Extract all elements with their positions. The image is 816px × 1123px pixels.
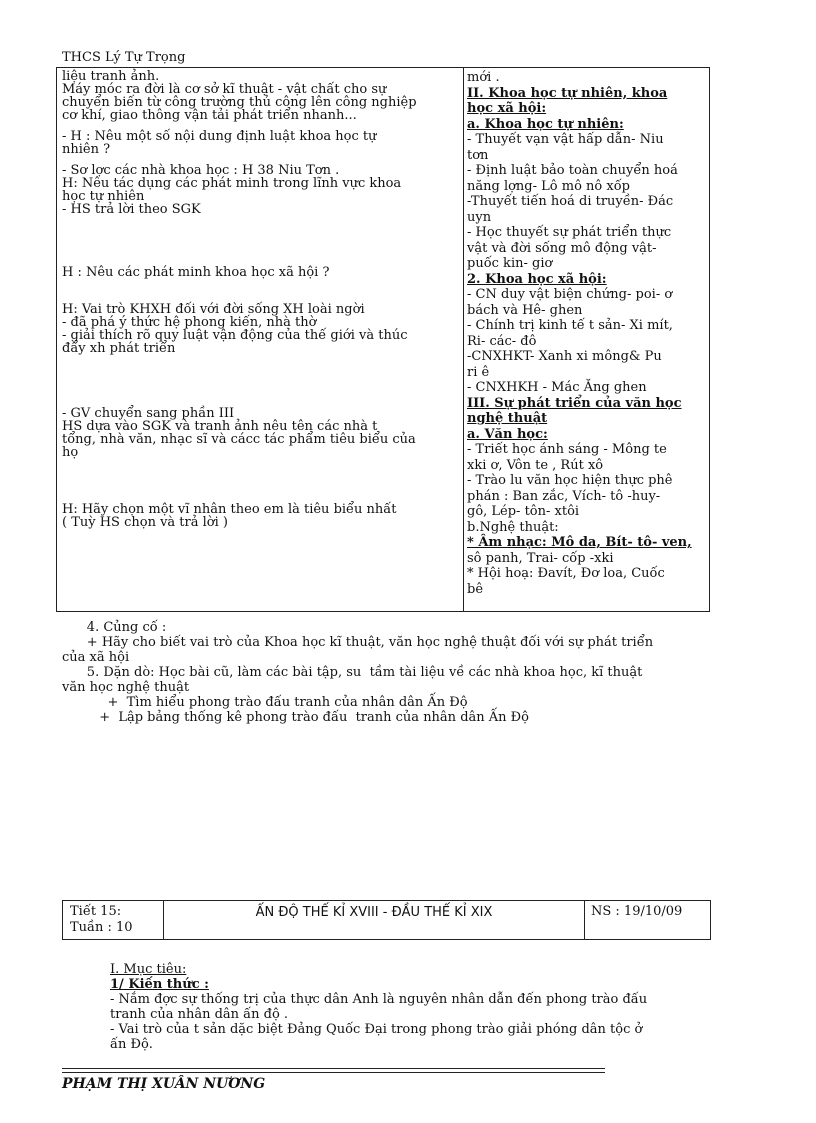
content-line: uyn [467, 209, 492, 225]
left-line: HS dựa vào SGK và tranh ảnh nêu tên các nhà t [62, 419, 378, 434]
content-line: nghệ thuật [467, 411, 548, 426]
content-line: vật và đời sống mô động vật- [467, 240, 657, 256]
content-line: xki ơ, Vôn te , Rút xô [467, 457, 604, 473]
content-line: -Thuyết tiến hoá di truyền- Đác [467, 194, 674, 209]
left-line: đẩy xh phát triển [62, 341, 176, 356]
content-line: sô panh, Trai- cốp -xki [467, 550, 614, 566]
left-section [62, 303, 456, 355]
school-name: THCS Lý Tự Trọng [62, 50, 186, 65]
objective-line: - Vai trò của t sản dặc biệt Đảng Quốc Đại trong phong trào giải phóng dân tộc ở [110, 1022, 643, 1037]
left-line: H: Nêu tác dụng các phát minh trong lĩnh vực khoa [62, 176, 402, 191]
objective-line: ấn Độ. [110, 1037, 153, 1052]
content-line: tơn [467, 147, 489, 163]
content-line: bê [467, 581, 484, 597]
after-table-line: + Lập bảng thống kê phong trào đấu tranh của nhân dân Ấn Độ [62, 710, 529, 725]
left-line: học tự nhiên [62, 189, 145, 204]
left-line: H: Hãy chọn một vĩ nhân theo em là tiêu biểu nhất [62, 502, 397, 517]
left-line: liệu tranh ảnh. [62, 69, 160, 84]
left-line: - GV chuyển sang phần III [62, 406, 235, 421]
author-name: PHẠM THỊ XUÂN NƯƠNG [62, 1076, 266, 1092]
content-line: a. Khoa học tự nhiên: [467, 116, 624, 132]
after-table-line: văn học nghệ thuật [62, 680, 190, 695]
content-line: - Định luật bảo toàn chuyển hoá [467, 163, 678, 178]
left-line: - Sơ lợc các nhà khoa học : H 38 Niu Tơn . [62, 163, 340, 178]
content-line: puốc kin- giơ [467, 256, 553, 271]
objective-line: tranh của nhân dân ấn độ . [110, 1007, 289, 1022]
content-line: III. Sự phát triển của văn học [467, 395, 682, 411]
left-line: - giải thích rõ quy luật vận động của thế giới và thúc [62, 328, 408, 343]
content-line: phán : Ban zắc, Vích- tô -huy- [467, 488, 661, 504]
content-line: - Thuyết vạn vật hấp dẫn- Niu [467, 132, 664, 147]
content-column [467, 70, 707, 597]
left-line: - H : Nêu một số nội dung định luật khoa học tự [62, 129, 377, 144]
lesson-number: Tiết 15: [70, 904, 122, 919]
left-line: chuyển biến từ công trường thủ công lên công nghiệp [62, 95, 417, 110]
week-number: Tuần : 10 [70, 920, 133, 935]
content-line: năng lợng- Lô mô nô xốp [467, 178, 630, 194]
footer-rule-double [62, 1072, 605, 1073]
knowledge-subheading: 1/ Kiến thức : [110, 977, 209, 992]
objective-line: - Nắm đợc sự thống trị của thực dân Anh là nguyên nhân dẫn đến phong trào đấu [110, 992, 648, 1007]
knowledge-list [110, 992, 710, 1052]
content-line: mới . [467, 70, 500, 85]
footer-rule [62, 1068, 605, 1069]
content-line: - CN duy vật biện chứng- poi- ơ [467, 287, 673, 302]
content-line: - Trào lu văn học hiện thực phê [467, 473, 673, 488]
after-table-line: của xã hội [62, 650, 130, 665]
content-line: bách và Hê- ghen [467, 302, 583, 318]
content-line: - Học thuyết sự phát triển thực [467, 225, 672, 240]
left-line: nhiên ? [62, 142, 111, 157]
after-table-line: 4. Củng cố : [62, 620, 167, 635]
objectives-heading: I. Mục tiêu: [110, 962, 187, 977]
content-line: gô, Lép- tôn- xtôi [467, 504, 580, 519]
content-line: II. Khoa học tự nhiên, khoa [467, 85, 668, 101]
content-line: - Chính trị kinh tế t sản- Xi mít, [467, 318, 673, 333]
column-divider [463, 68, 464, 611]
left-line: cơ khí, giao thông vận tải phát triển nhanh... [62, 108, 357, 123]
content-line: * Hội hoạ: Đavít, Đơ loa, Cuốc [467, 566, 665, 581]
after-table-line: 5. Dặn dò: Học bài cũ, làm các bài tập, su tầm tài liệu về các nhà khoa học, kĩ thuật [62, 665, 643, 680]
content-line: -CNXHKT- Xanh xi mông& Pu [467, 349, 662, 364]
teacher-student-column [62, 70, 456, 529]
content-line: b.Nghệ thuật: [467, 519, 559, 535]
content-line: * Âm nhạc: Mô da, Bít- tô- ven, [467, 535, 692, 550]
lesson-table [56, 67, 710, 612]
left-line: tổng, nhà văn, nhạc sĩ và cácc tác phẩm tiêu biểu của [62, 432, 416, 447]
left-section [62, 503, 456, 529]
consolidation-homework [62, 620, 722, 725]
left-line: ( Tuỳ HS chọn và trả lời ) [62, 515, 228, 530]
date-label: NS : 19/10/09 [591, 904, 683, 919]
content-line: - Triết học ánh sáng - Mông te [467, 442, 667, 457]
lesson-header-box [62, 900, 711, 940]
lesson-title: ẤN ĐỘ THẾ KỈ XVIII - ĐẦU THẾ KỈ XIX [255, 905, 493, 920]
after-table-line: + Hãy cho biết vai trò của Khoa học kĩ thuật, văn học nghệ thuật đối với sự phát triển [62, 635, 654, 650]
left-section [62, 266, 456, 279]
content-line: học xã hội: [467, 101, 547, 116]
left-section [62, 407, 456, 459]
after-table-line: + Tìm hiểu phong trào đấu tranh của nhân dân Ấn Độ [62, 695, 468, 710]
content-line: Ri- các- đô [467, 333, 537, 349]
left-line: H: Vai trò KHXH đối với đời sống XH loài ngời [62, 302, 365, 317]
left-line: H : Nêu các phát minh khoa học xã hội ? [62, 265, 330, 280]
left-section [62, 164, 456, 216]
left-line: họ [62, 445, 79, 460]
content-line: a. Văn học: [467, 426, 548, 442]
content-line: ri ê [467, 364, 490, 380]
content-line: 2. Khoa học xã hội: [467, 271, 607, 287]
left-line: - HS trả lời theo SGK [62, 202, 201, 217]
content-line: - CNXHKH - Mác Ăng ghen [467, 380, 647, 395]
left-section [62, 70, 456, 122]
left-section [62, 130, 456, 156]
left-line: - đã phá ý thức hệ phong kiến, nhà thờ [62, 315, 317, 330]
left-line: Máy móc ra đời là cơ sở kĩ thuật - vật chất cho sự [62, 82, 387, 97]
